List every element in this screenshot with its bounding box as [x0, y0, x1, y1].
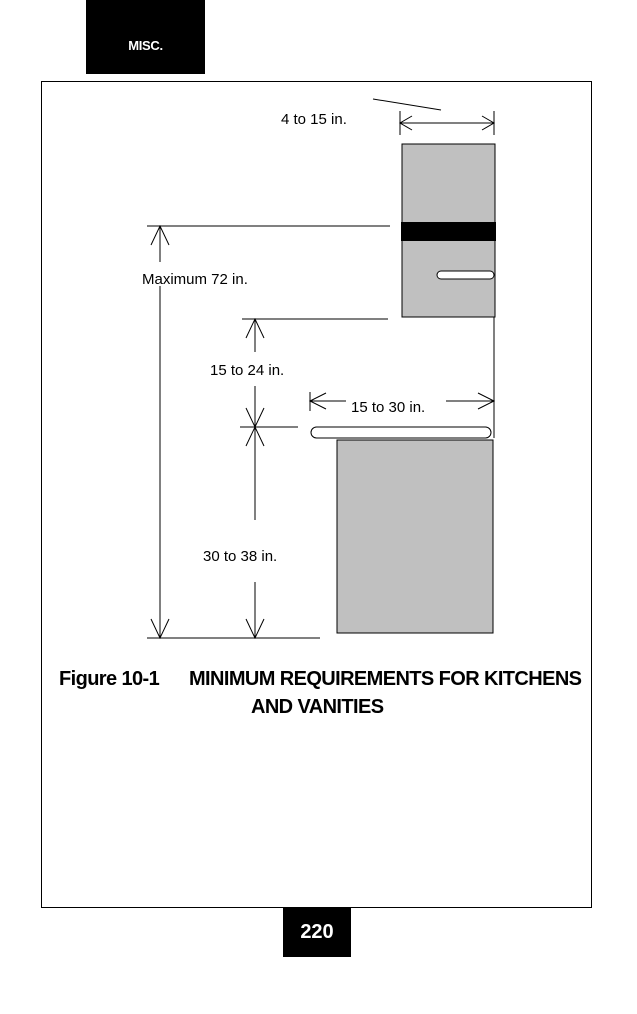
counter-height-label: 30 to 38 in. — [203, 548, 278, 565]
figure-title-line2: AND VANITIES — [251, 696, 384, 718]
base-cabinet — [337, 440, 493, 633]
countertop — [311, 427, 491, 438]
figure-caption — [59, 665, 599, 721]
figure-title-line1: MINIMUM REQUIREMENTS FOR KITCHENS — [189, 668, 582, 690]
section-tab-label: MISC. — [128, 37, 163, 53]
stray-line — [373, 99, 441, 110]
upper-depth-label: 4 to 15 in. — [281, 111, 347, 128]
max-height-label: Maximum 72 in. — [142, 271, 248, 288]
upper-cabinet-band — [401, 222, 496, 241]
figure-number: Figure 10-1 — [59, 668, 160, 690]
page-number: 220 — [300, 920, 334, 943]
page-number-box — [283, 907, 351, 957]
upper-cabinet-handle — [437, 271, 494, 279]
clearance-label: 15 to 24 in. — [210, 362, 285, 379]
counter-depth-label: 15 to 30 in. — [351, 399, 426, 416]
